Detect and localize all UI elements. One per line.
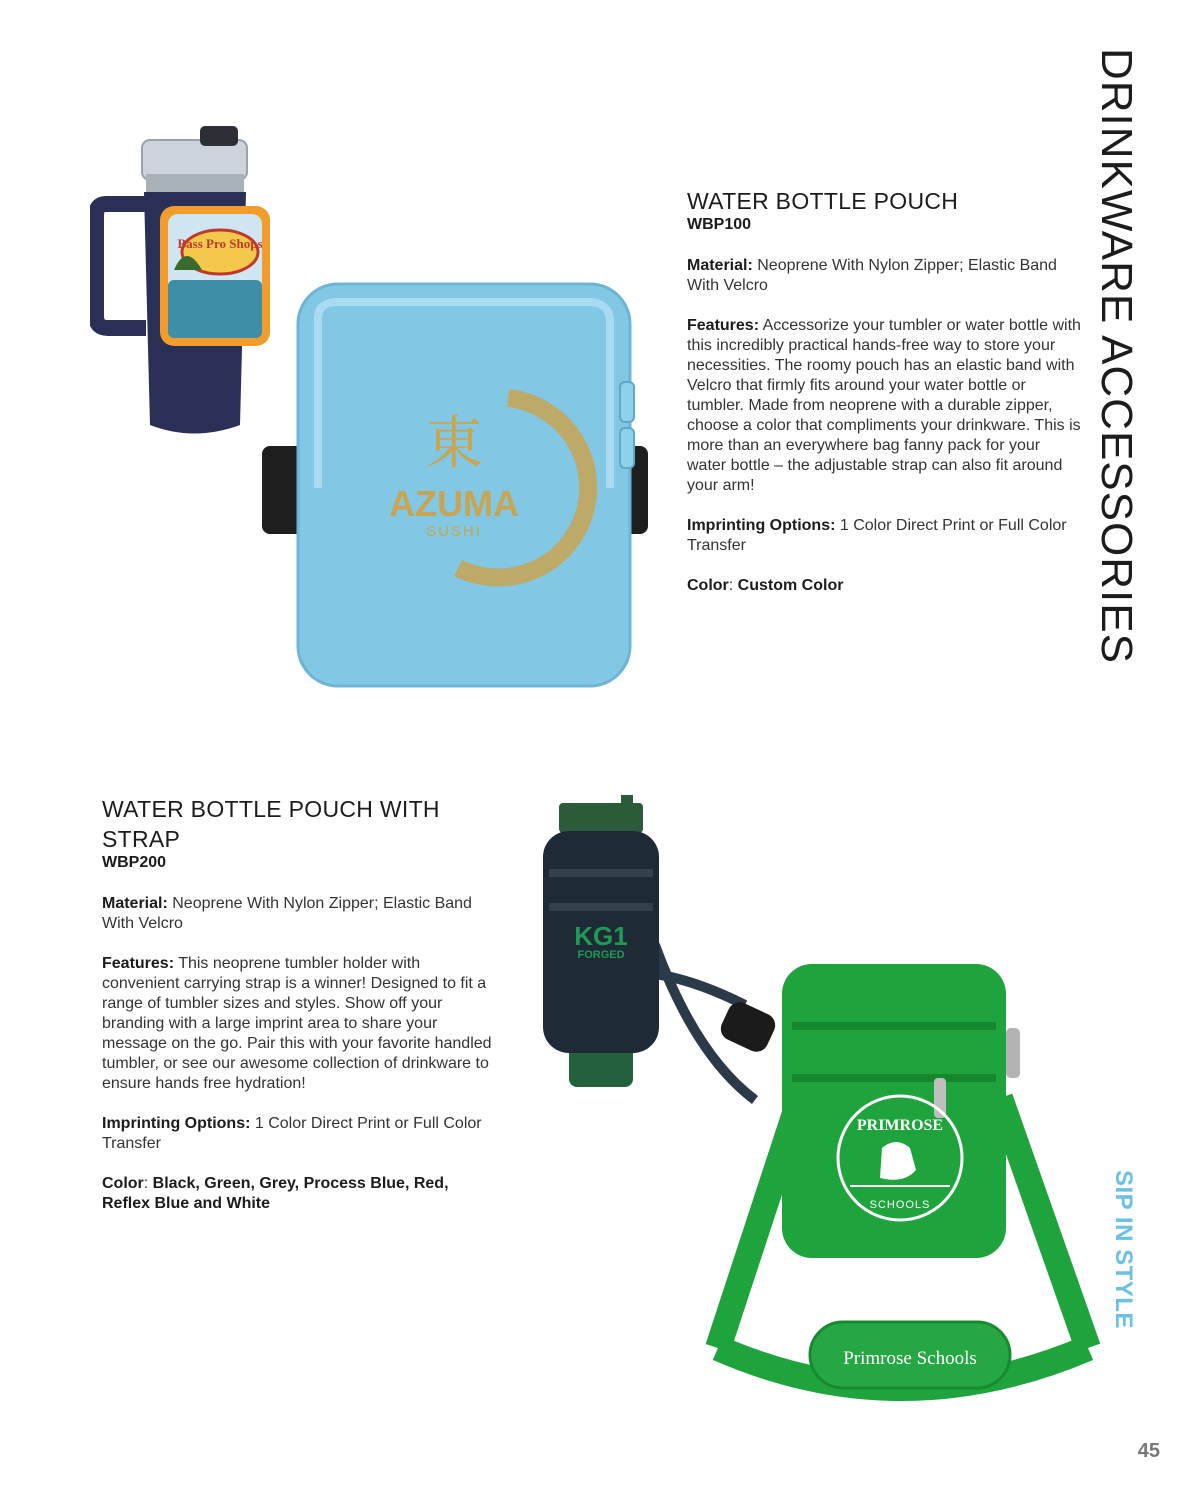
- color-label: Color: [102, 1175, 144, 1192]
- black-logo: KG1: [574, 921, 628, 951]
- product-sku: WBP200: [102, 854, 167, 871]
- pouch-kanji: 東: [424, 409, 484, 477]
- product-wbp100: [687, 186, 1082, 616]
- features-label: Features:: [102, 955, 175, 972]
- material-value: Neoprene With Nylon Zipper; Elastic Band With Velcro: [102, 895, 472, 932]
- imprinting-value: 1 Color Direct Print or Full Color Transfer: [102, 1115, 482, 1152]
- product-sku: WBP100: [687, 216, 752, 233]
- material-value: Neoprene With Nylon Zipper; Elastic Band With Velcro: [687, 257, 1057, 294]
- black-logo-sub: FORGED: [577, 949, 625, 961]
- features-label: Features:: [687, 317, 760, 334]
- color-value: Custom Color: [737, 577, 844, 594]
- green-pouch-image: [700, 958, 1100, 1408]
- tagline: SIP IN STYLE: [1110, 1170, 1137, 1329]
- product-wbp200: [102, 794, 492, 1234]
- material-label: Material:: [687, 257, 753, 274]
- color-paragraph: Color: Custom Color: [687, 577, 844, 594]
- material-paragraph: [102, 894, 492, 934]
- imprinting-label: Imprinting Options:: [102, 1115, 251, 1132]
- product-title: WATER BOTTLE POUCH WITH STRAP: [102, 796, 440, 852]
- pouch-logo: AZUMA: [389, 483, 519, 524]
- strap-logo: Primrose Schools: [843, 1348, 977, 1369]
- color-paragraph: Color: Black, Green, Grey, Process Blue, Red, Reflex Blue and White: [102, 1175, 449, 1212]
- imprinting-label: Imprinting Options:: [687, 517, 836, 534]
- imprinting-paragraph: [687, 516, 1082, 556]
- blue-pouch-image: [258, 278, 658, 690]
- features-value: Accessorize your tumbler or water bottle with this incredibly practical hands-free way to store your necessities. The roomy pouch has an elastic band with Velcro that firmly fits around your water bottle or tumbler. Made from neoprene with a durable zipper, choose a color that compliments your drinkware. This is more than an everywhere bag fanny pack for your water bottle – the adjustable strap can also fit around your arm!: [687, 317, 1081, 494]
- imprinting-paragraph: [102, 1114, 492, 1154]
- color-label: Color: [687, 577, 729, 594]
- material-paragraph: [687, 256, 1082, 296]
- imprinting-value: 1 Color Direct Print or Full Color Transfer: [687, 517, 1067, 554]
- pouch-logo-sub: SUSHI: [426, 523, 482, 540]
- section-title: DRINKWARE ACCESSORIES: [1092, 48, 1141, 664]
- color-value: Black, Green, Grey, Process Blue, Red, Reflex Blue and White: [102, 1175, 449, 1212]
- features-paragraph: [687, 316, 1082, 496]
- page-number: 45: [1137, 1440, 1160, 1462]
- product-title: WATER BOTTLE POUCH: [687, 188, 959, 214]
- features-paragraph: [102, 954, 492, 1094]
- green-logo: PRIMROSE: [856, 1117, 944, 1134]
- features-value: This neoprene tumbler holder with convenient carrying strap is a winner! Designed to fit a range of tumbler sizes and styles. Show off your branding with a large imprint area to share your message on the go. Pair this with your favorite handled tumbler, or see our awesome collection of drinkware to ensure hands free hydration!: [102, 955, 492, 1092]
- green-logo-sub: SCHOOLS: [869, 1199, 931, 1211]
- material-label: Material:: [102, 895, 168, 912]
- tumbler-logo: Bass Pro Shops: [177, 236, 263, 251]
